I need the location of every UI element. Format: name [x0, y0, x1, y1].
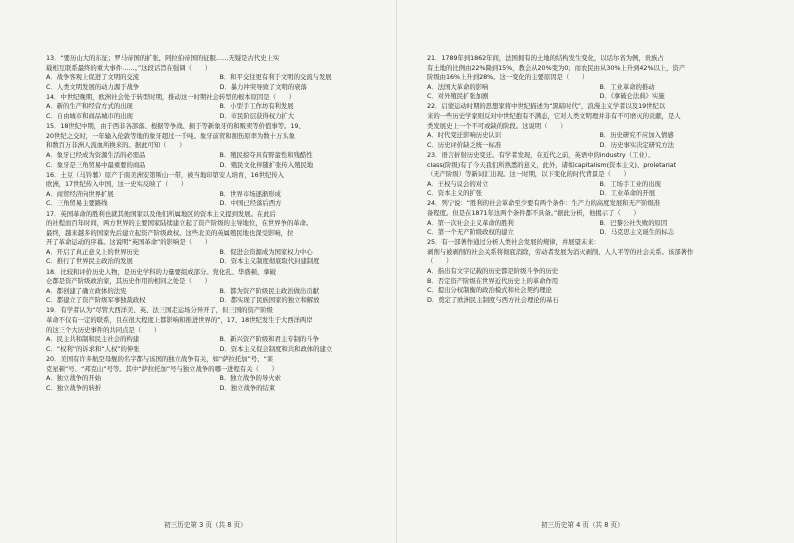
options-grid: [427, 267, 766, 305]
answer-option: D．殖民文化伴随扩张传入殖民地: [219, 160, 314, 169]
options-grid: [427, 83, 766, 102]
page-4-footer: 初三历史第 4 页（共 8 页）: [541, 521, 624, 529]
question-stem: 19．有学者认为“尽管大西洋美、英、法三国走运场分异开了，但三国的资产阶级 革命不仅有一定的联系，且在很大程度上都影响和推进世界的”，17、18世纪发生于大西洋两岸 的这三个大历史事件的共同点是（ ）: [46, 306, 313, 334]
answer-option: B．促进会资源成为国家权力中心: [219, 247, 313, 256]
question-stem: 23．语言折射历史变迁。有学者发现，在近代之前，英语中的industry（工业）、 class(阶级)有了今天我们所熟悉的意义，此外，诸如capitalism(资本主义)、proletariat （无产阶级）等新词汇出现。这一时期，以下变化的时代背景是（ ）: [427, 150, 677, 179]
answer-option: C．三角贸易主要路线: [46, 199, 108, 208]
answer-option: A．商贸经济向世界扩展: [46, 189, 114, 198]
answer-option: C．“权利”的诉求和“人权”的伸张: [46, 344, 140, 353]
question-stem: 16．土豆（马铃薯）原产于南美洲安第斯山一带，被当地印第安人培育，16世纪传入 欧洲，17世纪传入中国，这一史实反映了（ ）: [46, 170, 284, 189]
question-item: [46, 93, 387, 122]
options-grid: [46, 151, 387, 170]
question-stem: 25．有一部著作通过分析人类社会发展的规律，并展望未来： 剥削与被剥削的社会关系将彻底消除，劳动者发展为消灭剥削、人人平等的社会关系。该部著作 （ ）: [427, 238, 694, 266]
question-item: [46, 268, 387, 306]
question-stem: 18．比较和评价历史人物，是历史学科的力量要组成部分。党化孔、华盛顿、拿破 仑都是资产阶级政治家，其历史作用的相同之处是（ ）: [46, 267, 276, 286]
answer-option: C．都建立了资产阶级军事独裁政权: [46, 296, 146, 305]
answer-option: B．小型手工作坊有利发展: [219, 102, 294, 111]
question-item: [46, 171, 387, 209]
answer-option: A．指出有文字记载的历史都是阶级斗争的历史: [427, 267, 559, 276]
question-item: [46, 355, 387, 393]
right-question-column: [427, 54, 766, 305]
question-stem: 15．18世纪中期，由于西非各部落、根据等争战、损于等新象牙的和贩卖等价值事等。19、 20世纪之交时，一年输入伦敦等地的象牙超过一千吨。象牙前贸和拥伤原率为数十万头象 和数百万非洲人流血所换来的。据此可知（ ）: [46, 122, 305, 150]
answer-option: D．都实现了民族国家的独立和解放: [219, 296, 320, 305]
answer-option: C．历史评价缺乏统一标准: [427, 140, 502, 149]
options-grid: [46, 190, 387, 209]
question-stem: 21．1789年到1862年间，法国拥有的土地的结构发生变化，以话尔省为例，贵族占 有土地的比例由22%降到15%，教会从20%变为0；而农民由从30%上升到42%以上，资产 阶级由16%上升到28%。这一变化的主要原因是（ ）: [427, 54, 686, 82]
answer-option: C．推行了世界民主政治的发展: [46, 257, 133, 266]
answer-option: B．新兴资产阶级和君主专制的斗争: [219, 335, 319, 344]
answer-option: B．历史研究不应加入情感: [599, 131, 674, 140]
question-item: [427, 151, 766, 199]
answer-option: D．中国已经落后西方: [219, 199, 282, 208]
answer-option: A．法国大革命的影响: [427, 82, 489, 91]
answer-option: A．象牙已经成为资源生活的必需品: [46, 150, 146, 159]
question-item: [427, 54, 766, 102]
answer-option: C．提出分权制衡的政治模式和社会契约理论: [427, 286, 552, 295]
answer-option: D．奠定了欧洲民主制度与西方社会理论的基石: [427, 295, 559, 304]
options-grid: [46, 374, 387, 393]
answer-option: C．自由城市和商品城市的出现: [46, 112, 133, 121]
page-3-footer: 初三历史第 3 页（共 8 页）: [164, 521, 247, 529]
question-item: [46, 306, 387, 354]
answer-option: B．工场手工业的出现: [599, 179, 661, 188]
answer-option: A．独立战争的开始: [46, 374, 102, 383]
question-stem: 13．“要历山大的东征；罗马帝国的扩张，阿拉伯帝国的征服……无疑是古代史上实 载相互联系最终的重大事件……。”这段话旨在强调（ ）: [46, 54, 280, 72]
options-grid: [46, 248, 387, 267]
options-grid: [46, 73, 387, 92]
answer-option: C．对外殖民扩张加剧: [427, 92, 489, 101]
answer-option: C．独立战争的转折: [46, 383, 102, 392]
options-grid: [427, 131, 766, 150]
answer-option: C．象牙是三角贸易中最重要的商品: [46, 160, 146, 169]
exam-page-4: [397, 0, 794, 543]
answer-option: C．人类文明发展的动力源于战争: [46, 82, 140, 91]
options-grid: [46, 287, 387, 306]
answer-option: A．时代变迁影响历史认识: [427, 131, 502, 140]
question-item: [427, 238, 766, 305]
options-grid: [427, 180, 766, 199]
answer-option: B．独立战争的导火索: [219, 374, 281, 383]
answer-option: D．资本主义促会制度和共和政体的建立: [219, 344, 333, 353]
answer-option: D．资本主义制度彻底取代封建制度: [219, 257, 320, 266]
answer-option: D．独立战争的结束: [219, 383, 276, 392]
answer-option: A．第一次社会主义革命的胜利: [427, 218, 514, 227]
answer-option: A．开启了真正意义上的世界历史: [46, 247, 140, 256]
answer-option: A．民主共和制和民主社会的构建: [46, 335, 140, 344]
question-stem: 14．中世纪晚期，欧洲社会处于转型时期，推动这一时期社会转型的根本原因是（ ）: [46, 92, 295, 101]
question-stem: 24．列宁说：“胜利的社会革命至少要有两个条件：生产力的高度发展和无产阶级准 备程度。但是在1871年这两个条件都不具备。”据此分析，他揭示了（ ）: [427, 199, 661, 217]
answer-option: B．世界市场逐渐形成: [219, 189, 281, 198]
answer-option: D．历史事实决定研究方法: [599, 140, 675, 149]
answer-option: C．资本主义的扩张: [427, 189, 483, 198]
answer-option: B．否定资产阶级在世界近代历史上的革命作用: [427, 276, 559, 285]
answer-option: A．王权与议会的对立: [427, 179, 489, 188]
answer-option: A．战争客观上促进了文明的交流: [46, 73, 140, 82]
options-grid: [46, 335, 387, 354]
answer-option: B．工业革命的推动: [599, 82, 655, 91]
question-stem: 22．启蒙运动时期的思想家将中世纪描述为“黑暗时代”，浪漫主义学者以及19世纪以 来的一些历史学家则反对中世纪抱有不满态，它对人类文明理并非有不可磨灭的贡献，是人 类发展史上一个不可或缺的阶段。这说明（ ）: [427, 102, 681, 130]
answer-option: D．暴力冲突导致了文明的衰落: [219, 82, 307, 91]
answer-option: D．工业革命的开展: [599, 189, 656, 198]
question-stem: 17．英国革命的胜利也就其他国家以及他们所属地区的资本主义提到发展。在此后 的社程而百年时间，两方世界的主要国家陆续建立起了资产阶级的主导地位，在世界争的革命。 最终，越来越多的国家先后建立起资产阶级政权。这些北美的英属殖民地也深受影响，拉 开了革命运动的序幕。这说明“英国革命”的影响是（ ）: [46, 209, 313, 247]
answer-option: A．新的生产和经营方式的出现: [46, 102, 133, 111]
options-grid: [46, 102, 387, 121]
answer-option: B．和平交往更有利于文明的交流与发展: [219, 73, 332, 82]
left-question-column: [46, 54, 387, 393]
answer-option: B．都为资产阶级民主政治做出贡献: [219, 286, 319, 295]
question-item: [46, 122, 387, 170]
question-item: [46, 54, 387, 92]
answer-option: A．都创建了确立政体的法宪: [46, 286, 127, 295]
options-grid: [427, 219, 766, 238]
answer-option: D．马克思主义诞生的标志: [599, 228, 675, 237]
question-item: [427, 102, 766, 150]
answer-option: C．第一个无产阶级政权的建立: [427, 228, 514, 237]
answer-option: D．《拿破仑法典》实施: [599, 92, 665, 101]
question-item: [46, 210, 387, 268]
question-item: [427, 199, 766, 237]
question-stem: 20．美国有许多航空母舰的名字都与该国的独立战争有关，如“萨拉托加”号、“莱 克星顿”号、“邦克山”号等。其中“萨拉托加”号与独立战争的哪一进程有关（ ）: [46, 354, 278, 373]
answer-option: B．殖民掠夺具有野蛮性和残酷性: [219, 150, 313, 159]
answer-option: D．市民阶层获得权力扩大: [219, 112, 295, 121]
answer-option: B．巴黎公社失败的原因: [599, 218, 668, 227]
